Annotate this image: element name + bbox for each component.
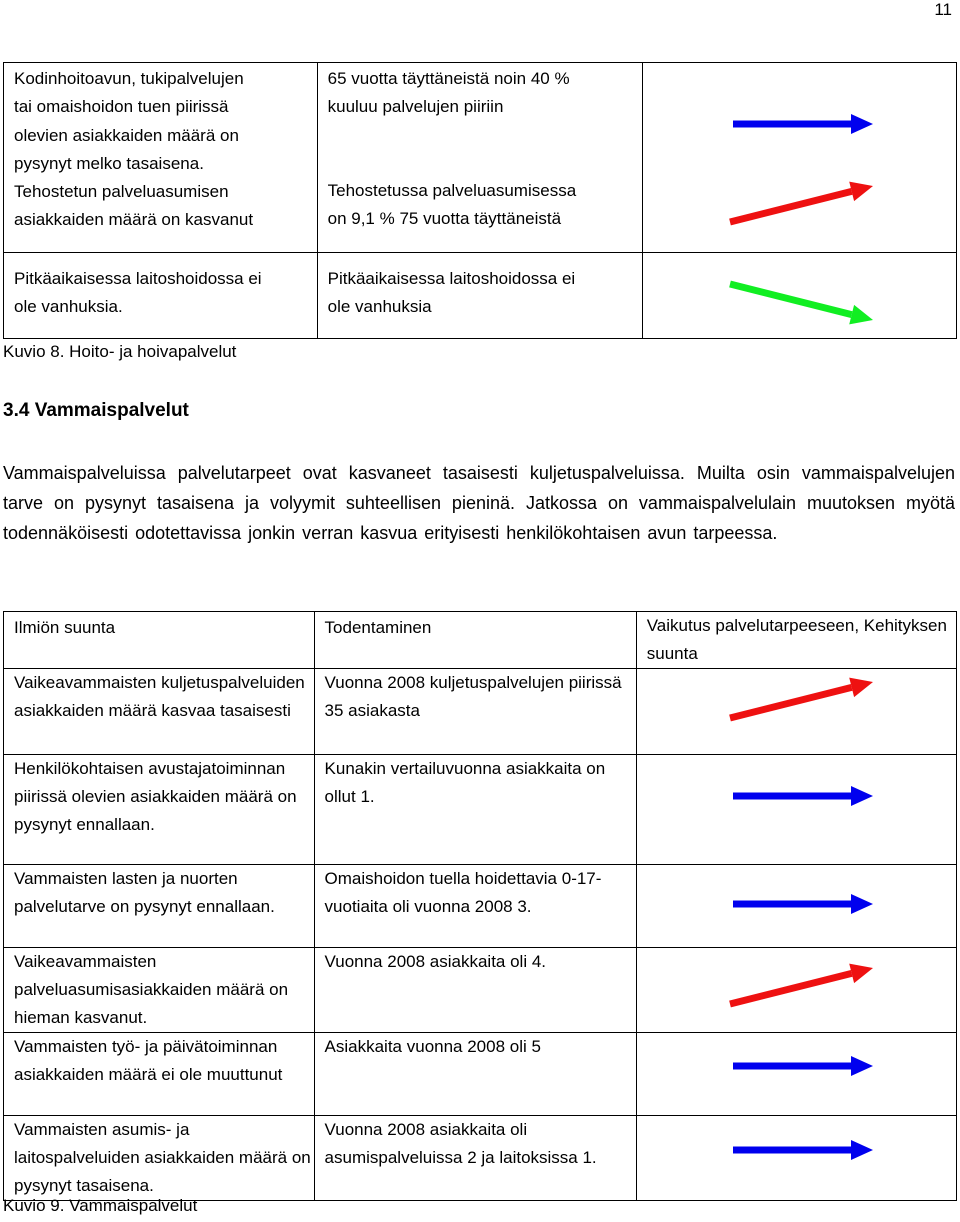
table2-row-verification: Vuonna 2008 asiakkaita oli 4. (314, 948, 636, 1033)
figure-caption-8: Kuvio 8. Hoito- ja hoivapalvelut (3, 342, 237, 361)
text-line: tai omaishoidon tuen piirissä (14, 97, 229, 117)
text-line: ole vanhuksia. (14, 297, 123, 317)
table2-row-phenomenon: Henkilökohtaisen avustajatoiminnan piirissä olevien asiakkaiden määrä on pysynyt ennallaan. (4, 755, 315, 865)
header-verification: Todentaminen (314, 612, 636, 669)
text-line: olevien asiakkaiden määrä on (14, 125, 239, 145)
text-line: Pitkäaikaisessa laitoshoidossa ei (14, 269, 262, 288)
text-line: 65 vuotta täyttäneistä noin 40 % (327, 69, 570, 88)
table1-row2-trend (643, 253, 957, 339)
table1-row2-verification (317, 253, 643, 339)
table2-row-phenomenon: Vaikeavammaisten palveluasumisasiakkaiden määrä on hieman kasvanut. (4, 948, 315, 1033)
table1-row1-phenomenon (4, 63, 318, 253)
table2-row-phenomenon: Vammaisten asumis- ja laitospalveluiden asiakkaiden määrä on pysynyt tasaisena. (4, 1116, 315, 1201)
disability-services-table (3, 611, 957, 1201)
figure-caption-9: Kuvio 9. Vammaispalvelut (3, 1196, 198, 1215)
text-line: Kodinhoitoavun, tukipalvelujen (14, 69, 244, 88)
text-line: kuuluu palvelujen piiriin (327, 97, 504, 117)
text-line: ole vanhuksia (327, 297, 432, 317)
table2-row-trend (636, 948, 956, 1033)
text-line: Tehostetussa palveluasumisessa (327, 180, 577, 200)
table2-row-phenomenon: Vaikeavammaisten kuljetuspalveluiden asiakkaiden määrä kasvaa tasaisesti (4, 669, 315, 755)
header-phenomenon: Ilmiön suunta (4, 612, 315, 669)
table2-row-trend (636, 669, 956, 755)
header-impact: Vaikutus palvelutarpeeseen, Kehityksen suunta (636, 612, 956, 669)
text-line: asiakkaiden määrä on kasvanut (14, 210, 254, 230)
text-line: Tehostetun palveluasumisen (14, 182, 229, 202)
table2-row-verification: Kunakin vertailuvuonna asiakkaita on ollut 1. (314, 755, 636, 865)
text-line: pysynyt melko tasaisena. (14, 153, 204, 173)
text-line: Pitkäaikaisessa laitoshoidossa ei (327, 269, 576, 288)
table2-row-verification: Omaishoidon tuella hoidettavia 0-17-vuotiaita oli vuonna 2008 3. (314, 865, 636, 948)
page-number: 11 (934, 0, 952, 19)
table1-row1-trend (643, 63, 957, 253)
text-line: on 9,1 % 75 vuotta täyttäneistä (327, 208, 562, 228)
table1-row2-phenomenon (4, 253, 318, 339)
table2-row-verification: Vuonna 2008 asiakkaita oli asumispalveluissa 2 ja laitoksissa 1. (314, 1116, 636, 1201)
section-title: 3.4 Vammaispalvelut (3, 400, 189, 421)
table2-row-phenomenon: Vammaisten työ- ja päivätoiminnan asiakkaiden määrä ei ole muuttunut (4, 1033, 315, 1116)
table2-row-verification: Vuonna 2008 kuljetuspalvelujen piirissä 35 asiakasta (314, 669, 636, 755)
table2-row-trend (636, 1033, 956, 1116)
table2-row-trend (636, 865, 956, 948)
table2-row-verification: Asiakkaita vuonna 2008 oli 5 (314, 1033, 636, 1116)
care-services-table (3, 62, 957, 339)
table2-row-phenomenon: Vammaisten lasten ja nuorten palvelutarve on pysynyt ennallaan. (4, 865, 315, 948)
table1-row1-verification (317, 63, 643, 253)
table2-row-trend (636, 1116, 956, 1201)
body-paragraph: Vammaispalveluissa palvelutarpeet ovat kasvaneet tasaisesti kuljetuspalveluissa. Muilta osin vammaispalvelujen tarve on pysynyt tasaisena ja volyymit suhteellisen pieninä. Jatkossa on vammaispalvelulain muutoksen myötä todennäköisesti odotettavissa jonkin verran kasvua erityisesti henkilökohtaisen avun tarpeessa. (3, 463, 955, 543)
table2-row-trend (636, 755, 956, 865)
